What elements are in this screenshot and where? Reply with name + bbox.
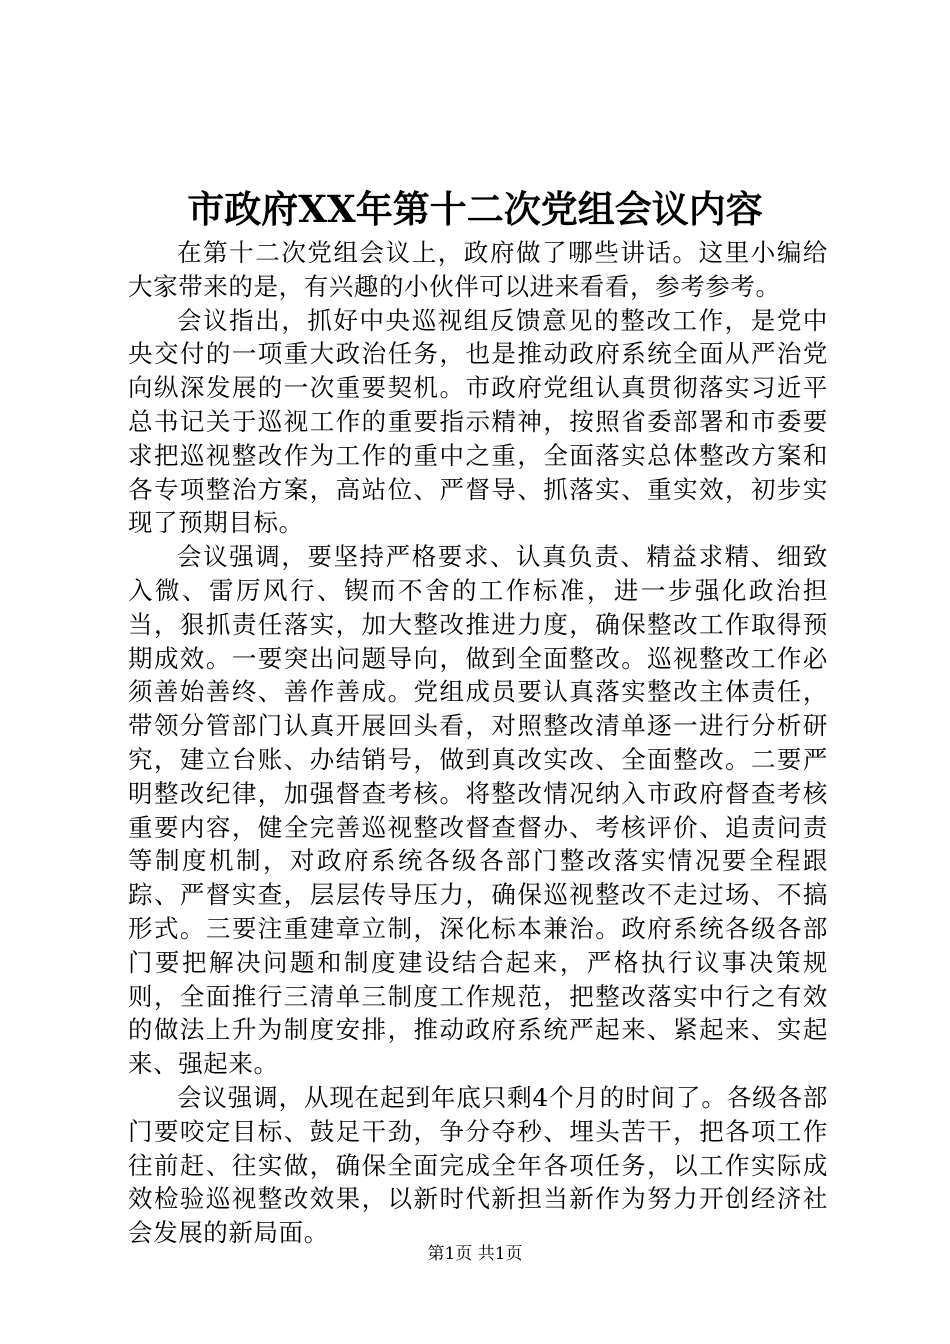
paragraph-intro: 在第十二次党组会议上，政府做了哪些讲话。这里小编给大家带来的是，有兴趣的小伙伴可以进来看看，参考参考。 bbox=[128, 238, 828, 301]
document-body bbox=[128, 236, 828, 1250]
page-number-footer: 第1页 共1页 bbox=[427, 1244, 523, 1264]
paragraph-meeting-points: 会议指出，抓好中央巡视组反馈意见的整改工作，是党中央交付的一项重大政治任务，也是推动政府系统全面从严治党向纵深发展的一次重要契机。市政府党组认真贯彻落实习近平总书记关于巡视工作的重要指示精神，按照省委部署和市委要求把巡视整改作为工作的重中之重，全面落实总体整改方案和各专项整治方案，高站位、严督导、抓落实、重实效，初步实现了预期目标。 bbox=[128, 305, 828, 538]
paragraph-meeting-emphasis: 会议强调，要坚持严格要求、认真负责、精益求精、细致入微、雷厉风行、锲而不舍的工作标准，进一步强化政治担当，狠抓责任落实，加大整改推进力度，确保整改工作取得预期成效。一要突出问题导向，做到全面整改。巡视整改工作必须善始善终、善作善成。党组成员要认真落实整改主体责任，带领分管部门认真开展回头看，对照整改清单逐一进行分析研究，建立台账、办结销号，做到真改实改、全面整改。二要严明整改纪律，加强督查考核。将整改情况纳入市政府督查考核重要内容，健全完善巡视整改督查督办、考核评价、追责问责等制度机制，对政府系统各级各部门整改落实情况要全程跟踪、严督实查，层层传导压力，确保巡视整改不走过场、不搞形式。三要注重建章立制，深化标本兼治。政府系统各级各部门要把解决问题和制度建设结合起来，严格执行议事决策规则，全面推行三清单三制度工作规范，把整改落实中行之有效的做法上升为制度安排，推动政府系统严起来、紧起来、实起来、强起来。 bbox=[128, 542, 828, 1079]
document-title: 市政府XX年第十二次党组会议内容 bbox=[187, 187, 763, 231]
paragraph-closing: 会议强调，从现在起到年底只剩4个月的时间了。各级各部门要咬定目标、鼓足干劲，争分夺秒、埋头苦干，把各项工作往前赶、往实做，确保全面完成全年各项任务，以工作实际成效检验巡视整改效果，以新时代新担当新作为努力开创经济社会发展的新局面。 bbox=[128, 1082, 828, 1248]
